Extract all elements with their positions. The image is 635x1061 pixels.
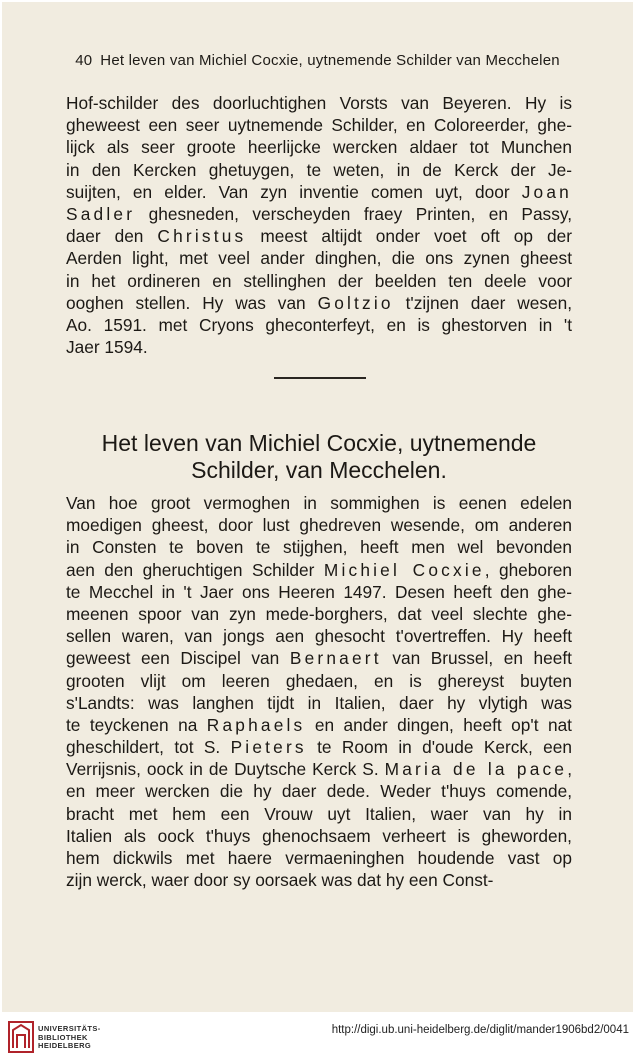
text-line: grooten vlijt om leeren ghedaen, en is ghereyst buyten bbox=[66, 670, 572, 691]
text-line: bracht met hem een Vrouw uyt Italien, waer van hy in bbox=[66, 803, 572, 824]
spaced-name: Bernaert bbox=[289, 648, 382, 669]
library-name-line-3: HEIDELBERG bbox=[38, 1041, 92, 1050]
text-line: gheschildert, tot S. Pieters te Room in d'oude Kerck, een bbox=[66, 737, 572, 758]
text-line: Van hoe groot vermoghen in sommighen is eenen edelen bbox=[66, 493, 572, 513]
library-name-line-2: BIBLIOTHEK bbox=[38, 1032, 88, 1042]
text-line: meenen spoor van zyn mede-borghers, dat veel slechte ghe- bbox=[66, 603, 572, 624]
text-line: daer den Christus meest altijdt onder voet oft op der bbox=[66, 226, 572, 247]
text-line: sellen waren, van jongs aen ghesocht t'overtreffen. Hy heeft bbox=[66, 626, 572, 647]
spaced-name: Sadler bbox=[66, 203, 136, 224]
spaced-name: Pieters bbox=[230, 737, 307, 758]
text-line: hem dickwils met haere vermaeninghen houdende vast op bbox=[66, 848, 572, 868]
text-line: Sadler ghesneden, verscheyden fraey Printen, en Passy, bbox=[66, 203, 572, 224]
source-url-link[interactable]: http://digi.ub.uni-heidelberg.de/diglit/mander1906bd2/0041 bbox=[331, 1024, 629, 1036]
text-line: Verrijsnis, oock in de Duytsche Kerck S. Maria de la pace, bbox=[66, 759, 572, 780]
text-line: lijck als seer groote heerlijcke wercken aldaer tot Munchen bbox=[66, 137, 572, 158]
text-line: in Consten te boven te stijghen, heeft men wel bevonden bbox=[66, 537, 572, 558]
text-line: te teyckenen na Raphaels en ander dingen, heeft op't nat bbox=[66, 714, 572, 735]
spaced-name: Maria de la pace bbox=[384, 759, 568, 780]
text-line: in den Kercken ghetuygen, te weten, in de Kerck der Je- bbox=[66, 159, 572, 180]
chapter-heading bbox=[66, 430, 572, 484]
paragraph-1 bbox=[66, 92, 572, 358]
library-name-line-1: UNIVERSITÄTS- bbox=[38, 1024, 101, 1033]
spaced-name: Michiel Cocxie bbox=[323, 559, 485, 580]
spaced-name: Christus bbox=[157, 226, 247, 247]
chapter-heading-line-2: Schilder, van Mecchelen. bbox=[191, 457, 447, 483]
text-line: suijten, en elder. Van zyn inventie comen uyt, door Joan bbox=[66, 181, 572, 202]
spaced-name: Goltzio bbox=[317, 292, 394, 313]
book-page bbox=[2, 2, 633, 1012]
spaced-name: Raphaels bbox=[206, 714, 306, 735]
text-line: aen den gheruchtigen Schilder Michiel Cocxie, gheboren bbox=[66, 559, 572, 580]
text-line: gheweest een seer uytnemende Schilder, en Coloreerder, ghe- bbox=[66, 115, 572, 136]
text-line: te Mecchel in 't Jaer ons Heeren 1497. Desen heeft den ghe- bbox=[66, 581, 572, 602]
section-divider-rule bbox=[274, 377, 366, 379]
library-footer bbox=[0, 1014, 635, 1061]
university-library-logo-icon bbox=[8, 1020, 34, 1054]
paragraph-2 bbox=[66, 492, 572, 891]
running-head-title: Het leven van Michiel Cocxie, uytnemende Schilder van Mecchelen bbox=[100, 52, 560, 69]
text-line: Jaer 1594. bbox=[66, 337, 148, 358]
text-line: en meer wercken die hy daer dede. Weder t'huys comende, bbox=[66, 781, 572, 802]
page-number: 40 bbox=[75, 52, 93, 69]
text-line: moedigen gheest, door lust ghedreven wesende, om anderen bbox=[66, 515, 572, 536]
text-line: geweest een Discipel van Bernaert van Brussel, en heeft bbox=[66, 648, 572, 669]
library-name bbox=[38, 1025, 101, 1051]
text-line: in het ordineren en stellinghen der beelden ten deele voor bbox=[66, 270, 572, 291]
spaced-name: Joan bbox=[521, 181, 572, 202]
text-line: Ao. 1591. met Cryons gheconterfeyt, en is ghestorven in 't bbox=[66, 314, 572, 335]
text-line: s'Landts: was langhen tijdt in Italien, daer hy vlytigh was bbox=[66, 692, 572, 713]
text-line: Aerden light, met veel ander dinghen, die ons zynen gheest bbox=[66, 248, 572, 269]
text-line: zijn werck, waer door sy oorsaek was dat hy een Const- bbox=[66, 870, 494, 891]
chapter-heading-line-1: Het leven van Michiel Cocxie, uytnemende bbox=[101, 430, 537, 456]
running-head bbox=[2, 52, 633, 69]
text-line: Hof-schilder des doorluchtighen Vorsts van Beyeren. Hy is bbox=[66, 93, 572, 113]
text-line: ooghen stellen. Hy was van Goltzio t'zijnen daer wesen, bbox=[66, 292, 572, 313]
text-line: Italien als oock t'huys ghenochsaem verheert is gheworden, bbox=[66, 825, 572, 846]
